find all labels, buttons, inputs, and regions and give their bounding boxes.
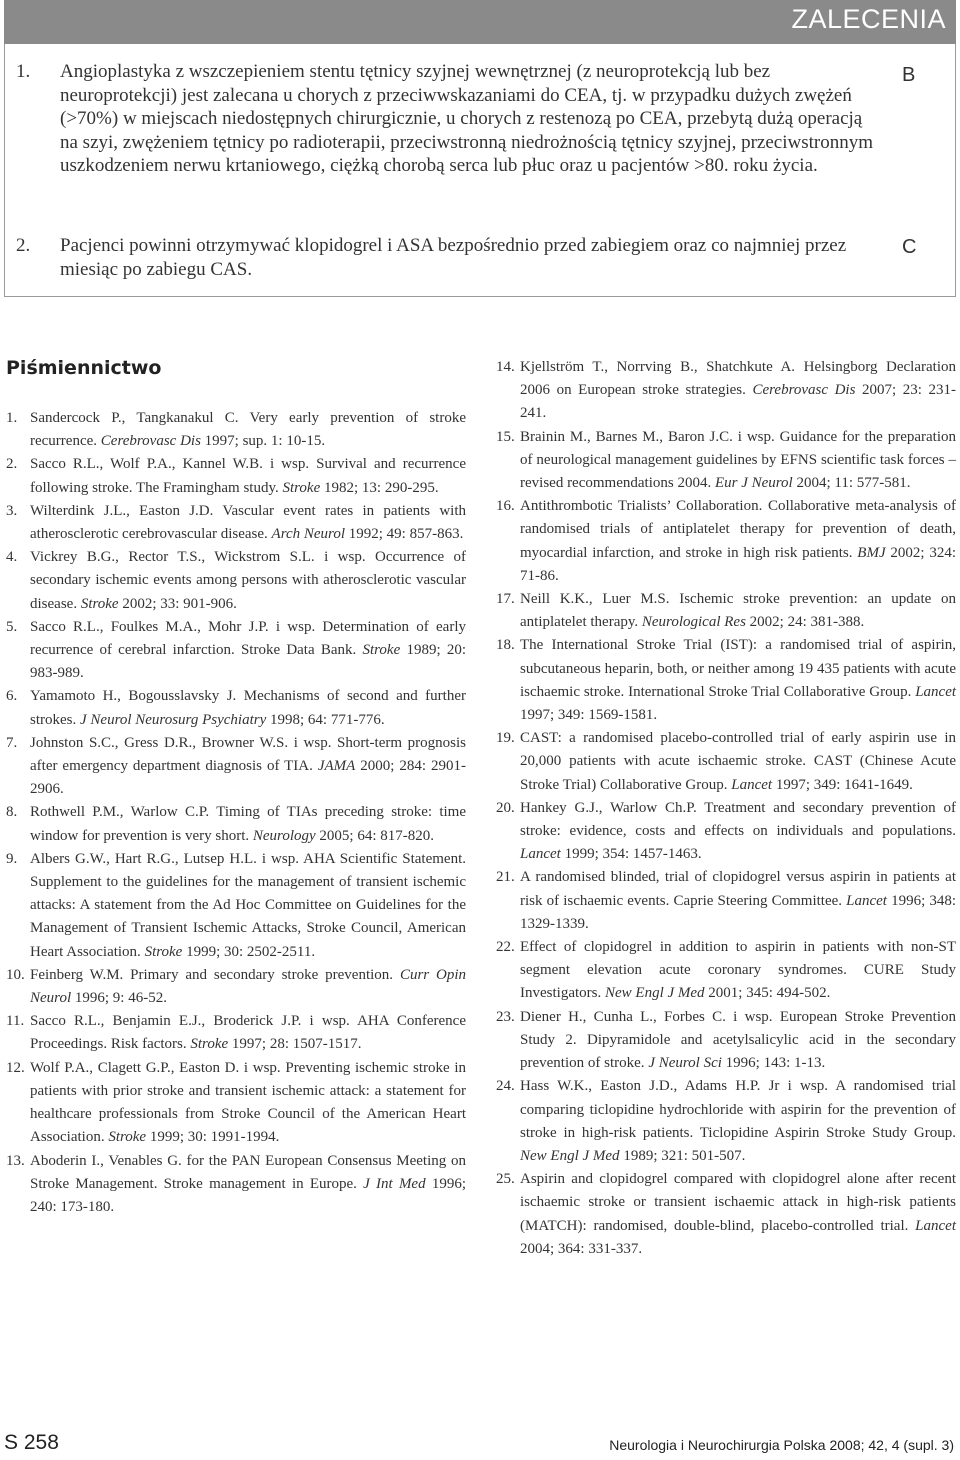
reference-number: 9. [6,850,18,867]
reference-item [6,1010,466,1056]
reference-journal: New Engl J Med [520,1147,620,1164]
reference-number: 12. [6,1059,25,1076]
page-title: ZALECENIA [791,4,946,34]
reference-number: 3. [6,502,18,519]
reference-journal: Lancet [520,846,561,863]
reference-journal: Neurological Res [641,614,746,631]
reference-number: 18. [496,637,515,654]
reference-item [6,1057,466,1150]
reference-citation: 2005; 64: 817-820. [319,827,435,844]
page-number: S 258 [4,1431,59,1454]
reference-item [496,936,956,1006]
reference-citation: 2002; 324: 71-86. [520,544,956,584]
reference-text: Effect of clopidogrel in addition to aspirin in patients with non-ST segment elevation acute coronary syndromes. CURE Study Investigators. [520,939,956,1002]
journal-footer [609,1437,954,1453]
reference-item [6,500,466,546]
journal-name: Neurologia i Neurochirurgia Polska [609,1437,826,1453]
reference-text: Yamamoto H., Bogousslavsky J. Mechanisms of second and further strokes. [30,688,466,728]
reference-citation: 1999; 354: 1457-1463. [564,846,702,863]
reference-item [6,732,466,802]
recommendation-2 [16,234,876,281]
reference-journal: New Engl J Med [604,985,705,1002]
reference-text: Sacco R.L., Benjamin E.J., Broderick J.P. i wsp. AHA Conference Proceedings. Risk factors. [30,1013,466,1053]
reference-text: The International Stroke Trial (IST): a randomised trial of aspirin, subcutaneous heparin, both, or neither among 19 435 patients with acute ischaemic stroke. International Stroke Trial Collaborative Group. [520,637,956,700]
reference-number: 4. [6,549,18,566]
reference-item [6,407,466,453]
reference-citation: 1998; 64: 771-776. [269,711,385,728]
reference-journal: Cerebrovasc Dis [752,382,856,399]
reference-text: Wilterdink J.L., Easton J.D. Vascular event rates in patients with atherosclerotic cerebrovascular disease. [30,502,466,543]
reference-journal: JAMA [317,758,356,775]
reference-journal: Stroke [190,1036,229,1053]
reference-text: Hass W.K., Easton J.D., Adams H.P. Jr i wsp. A randomised trial comparing ticlopidine hydrochloride with aspirin for the prevention of stroke in high-risk patients. Ticlopidine Aspirin Stroke Study Group. [520,1078,956,1141]
reference-citation: 1999; 30: 2502-2511. [186,943,316,960]
reference-journal: Stroke [108,1129,147,1146]
reference-citation: 2007; 23: 231-241. [520,382,957,422]
reference-number: 11. [6,1013,25,1030]
reference-text: A randomised blinded, trial of clopidogrel versus aspirin in patients at risk of ischaemic events. Caprie Steering Committee. [520,869,956,909]
reference-citation: 2001; 345: 494-502. [708,985,831,1002]
reference-text: Aboderin I., Venables G. for the PAN European Consensus Meeting on Stroke Management. Stroke management in Europe. [30,1152,466,1192]
recommendation-text: Pacjenci powinni otrzymywać klopidogrel i ASA bezpośrednio przed zabiegiem oraz co najmniej przez miesiąc po zabiegu CAS. [60,235,847,280]
header-band [4,0,956,44]
reference-text: Sandercock P., Tangkanakul C. Very early prevention of stroke recurrence. [30,410,466,450]
reference-number: 21. [496,869,515,886]
reference-item [496,1168,956,1261]
reference-text: Feinberg W.M. Primary and secondary stroke prevention. [30,966,394,983]
reference-journal: Stroke [362,642,401,659]
reference-text: Sacco R.L., Foulkes M.A., Mohr J.P. i wsp. Determination of early recurrence of cerebral infarction. Stroke Data Bank. [30,618,466,659]
reference-text: Vickrey B.G., Rector T.S., Wickstrom S.L. i wsp. Occurrence of secondary ischemic events among persons with atherosclerotic vascular disease. [30,549,466,612]
reference-text: Kjellström T., Norrving B., Shatchkute A. Helsingborg Declaration 2006 on European stroke strategies. [520,359,956,399]
reference-item [496,1006,956,1076]
reference-citation: 2004; 11: 577-581. [796,475,911,492]
reference-number: 19. [496,730,515,747]
reference-item [496,356,956,426]
references-heading: Piśmiennictwo [6,357,162,379]
reference-item [6,685,466,731]
reference-text: Rothwell P.M., Warlow C.P. Timing of TIAs preceding stroke: time window for prevention is very short. [30,804,466,844]
reference-citation: 1989; 20: 983-989. [30,642,467,682]
reference-citation: 2002; 24: 381-388. [749,614,865,631]
reference-text: Aspirin and clopidogrel compared with clopidogrel alone after recent ischaemic stroke or transient ischaemic attack in high-risk patients (MATCH): randomised, double-blind, placebo-controlled trial. [520,1171,956,1234]
reference-number: 14. [496,359,515,375]
reference-citation: 1989; 321: 501-507. [623,1147,746,1164]
reference-text: Johnston S.C., Gress D.R., Browner W.S. i wsp. Short-term prognosis after emergency department diagnosis of TIA. [30,734,466,775]
recommendation-text: Angioplastyka z wszczepieniem stentu tętnicy szyjnej wewnętrznej (z neuroprotekcją lub bez neuroprotekcji) jest zalecana u chorych z przeciwwskazaniami do CEA, tj. w przypadku dużych zwężeń (>70%) w miejscach niedostępnych chirurgicznie, u chorych z restenozą po CEA, przebytą dużą operacją na szyi, zwężeniem tętnicy po radioterapii, przeciwstronną niedrożnością tętnicy szyjnej, przeciwstronnym uszkodzeniem nerwu krtaniowego, ciężką chorobą serca lub płuc oraz u pacjentów >80. roku życia. [60,61,874,177]
reference-number: 22. [496,939,515,956]
reference-citation: 1999; 30: 1991-1994. [149,1129,280,1146]
reference-journal: Lancet [915,1217,956,1234]
reference-journal: J Int Med [363,1175,426,1192]
reference-citation: 2002; 33: 901-906. [122,595,237,612]
reference-item [496,866,956,936]
reference-journal: J Neurol Sci [648,1055,722,1072]
reference-item [6,848,466,964]
reference-number: 16. [496,498,515,515]
reference-citation: 1982; 13: 290-295. [324,479,439,496]
reference-journal: Lancet [846,892,887,909]
reference-text: Sacco R.L., Wolf P.A., Kannel W.B. i wsp. Survival and recurrence following stroke. The Framingham study. [30,456,466,496]
reference-journal: Cerebrovasc Dis [100,433,201,450]
reference-citation: 2000; 284: 2901-2906. [30,758,466,798]
reference-citation: 1997; 349: 1569-1581. [520,707,658,724]
reference-journal: Lancet [731,776,773,793]
reference-text: Brainin M., Barnes M., Baron J.C. i wsp. Guidance for the preparation of neurological management guidelines by EFNS scientific task forces – revised recommendations 2004. [520,428,956,492]
reference-text: CAST: a randomised placebo-controlled trial of early aspirin use in 20,000 patients with acute ischaemic stroke. CAST (Chinese Acute Stroke Trial) Collaborative Group. [520,730,956,793]
reference-journal: Stroke [80,595,119,612]
reference-citation: 1997; 349: 1641-1649. [775,776,913,793]
reference-number: 20. [496,799,515,816]
reference-number: 1. [6,410,18,426]
recommendation-1 [16,60,876,178]
reference-item [6,801,466,847]
reference-number: 25. [496,1171,515,1188]
reference-text: Hankey G.J., Warlow Ch.P. Treatment and secondary prevention of stroke: evidence, costs and effects on individuals and populations. [520,799,956,840]
reference-journal: Stroke [282,479,321,496]
reference-text: Wolf P.A., Clagett G.P., Easton D. i wsp. Preventing ischemic stroke in patients with prior stroke and transient ischemic attack: a statement for healthcare professionals from Stroke Council of the American Heart Association. [30,1059,466,1146]
reference-item [496,797,956,867]
references-column-left [6,407,466,1219]
reference-item [496,1075,956,1168]
reference-text: Albers G.W., Hart R.G., Lutsep H.L. i wsp. AHA Scientific Statement. Supplement to the guidelines for the management of transient ischemic attacks: A statement from the Ad Hoc Committee on Guidelines for the Management of Transient Ischemic Attacks, Stroke Council, American Heart Association. [30,850,466,960]
reference-number: 7. [6,734,18,751]
reference-item [496,495,956,588]
reference-item [496,588,956,634]
reference-citation: 1996; 348: 1329-1339. [520,892,957,932]
reference-journal: Eur J Neurol [714,475,793,492]
reference-journal: Arch Neurol [271,526,346,543]
journal-citation: 2008; 42, 4 (supl. 3) [829,1437,954,1453]
reference-citation: 1996; 240: 173-180. [30,1175,467,1215]
reference-number: 23. [496,1008,515,1025]
reference-number: 2. [6,456,18,473]
recommendation-number: 2. [16,235,31,256]
reference-item [6,616,466,686]
reference-journal: Curr Opin Neurol [30,966,466,1007]
reference-item [496,634,956,727]
reference-number: 17. [496,591,515,608]
reference-number: 8. [6,804,18,821]
reference-number: 6. [6,688,18,705]
reference-item [6,546,466,616]
reference-citation: 1996; 143: 1-13. [725,1055,826,1072]
reference-item [496,727,956,797]
reference-citation: 1997; sup. 1: 10-15. [204,433,326,450]
reference-item [496,426,956,496]
references-column-right [496,356,956,1261]
reference-citation: 2004; 364: 331-337. [520,1240,643,1257]
reference-text: Antithrombotic Trialists’ Collaboration. Collaborative meta-analysis of randomised trials of antiplatelet therapy for prevention of death, myocardial infarction, and stroke in high risk patients. [520,498,956,561]
reference-text: Diener H., Cunha L., Forbes C. i wsp. European Stroke Prevention Study 2. Dipyramidole and acetylsalicylic acid in the secondary prevention of stroke. [520,1008,956,1072]
reference-number: 15. [496,428,515,445]
reference-citation: 1997; 28: 1507-1517. [231,1036,362,1053]
reference-journal: Lancet [915,683,957,700]
reference-journal: Neurology [252,827,316,844]
reference-item [6,964,466,1010]
reference-citation: 1992; 49: 857-863. [348,526,464,543]
evidence-grade: C [902,236,917,258]
reference-number: 24. [496,1078,515,1095]
reference-number: 13. [6,1152,25,1169]
reference-journal: J Neurol Neurosurg Psychiatry [80,711,267,728]
reference-number: 5. [6,618,18,635]
recommendation-number: 1. [16,61,31,82]
reference-journal: BMJ [857,544,886,561]
reference-number: 10. [6,966,25,983]
reference-item [6,1150,466,1220]
evidence-grade: B [902,64,916,86]
reference-citation: 1996; 9: 46-52. [74,990,167,1007]
reference-text: Neill K.K., Luer M.S. Ischemic stroke prevention: an update on antiplatelet therapy. [520,591,956,631]
reference-journal: Stroke [144,943,183,960]
reference-item [6,453,466,499]
